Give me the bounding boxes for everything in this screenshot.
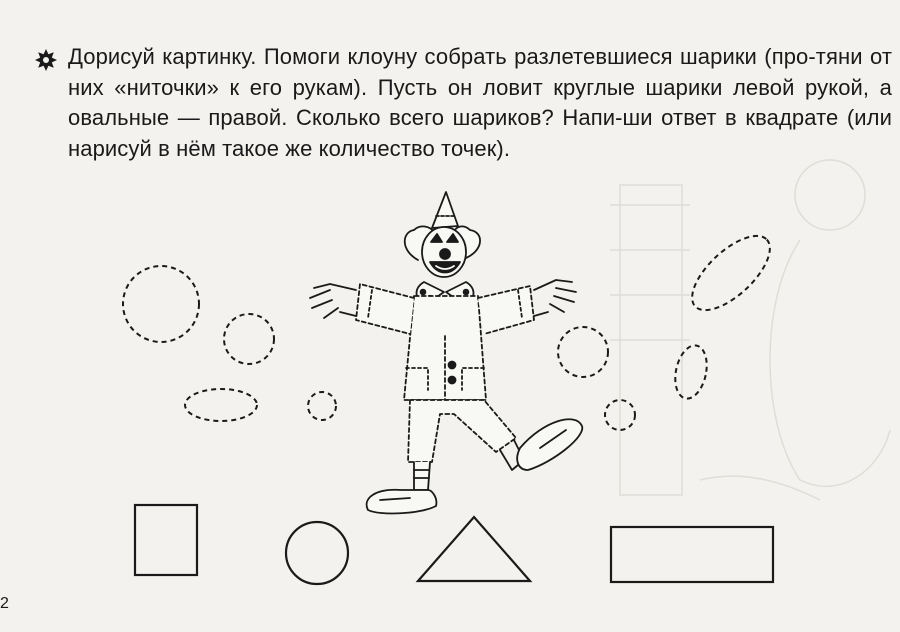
page-number: 2 — [0, 595, 9, 612]
answer-rectangle[interactable] — [611, 527, 773, 582]
round-balloon — [558, 327, 608, 377]
round-balloon — [224, 314, 274, 364]
oval-balloon — [671, 342, 712, 401]
clown-figure — [310, 192, 582, 513]
round-balloon — [308, 392, 336, 420]
round-balloon — [123, 266, 199, 342]
answer-square[interactable] — [135, 505, 197, 575]
oval-balloon — [185, 389, 257, 421]
answer-shapes — [135, 505, 773, 584]
bleed-through-shadow — [610, 160, 890, 500]
oval-balloon — [680, 223, 782, 322]
answer-triangle[interactable] — [418, 517, 530, 581]
star-bullet-icon — [35, 49, 57, 71]
answer-circle[interactable] — [286, 522, 348, 584]
task-instructions: Дорисуй картинку. Помоги клоуну собрать разлетевшиеся шарики (про-тяни от них «ниточки» к его рукам). Пусть он ловит круглые шарики левой рукой, а овальные — правой. Сколько всего шариков? Напи-ши ответ в квадрате (или нарисуй в нём такое же количество точек). — [68, 44, 892, 161]
